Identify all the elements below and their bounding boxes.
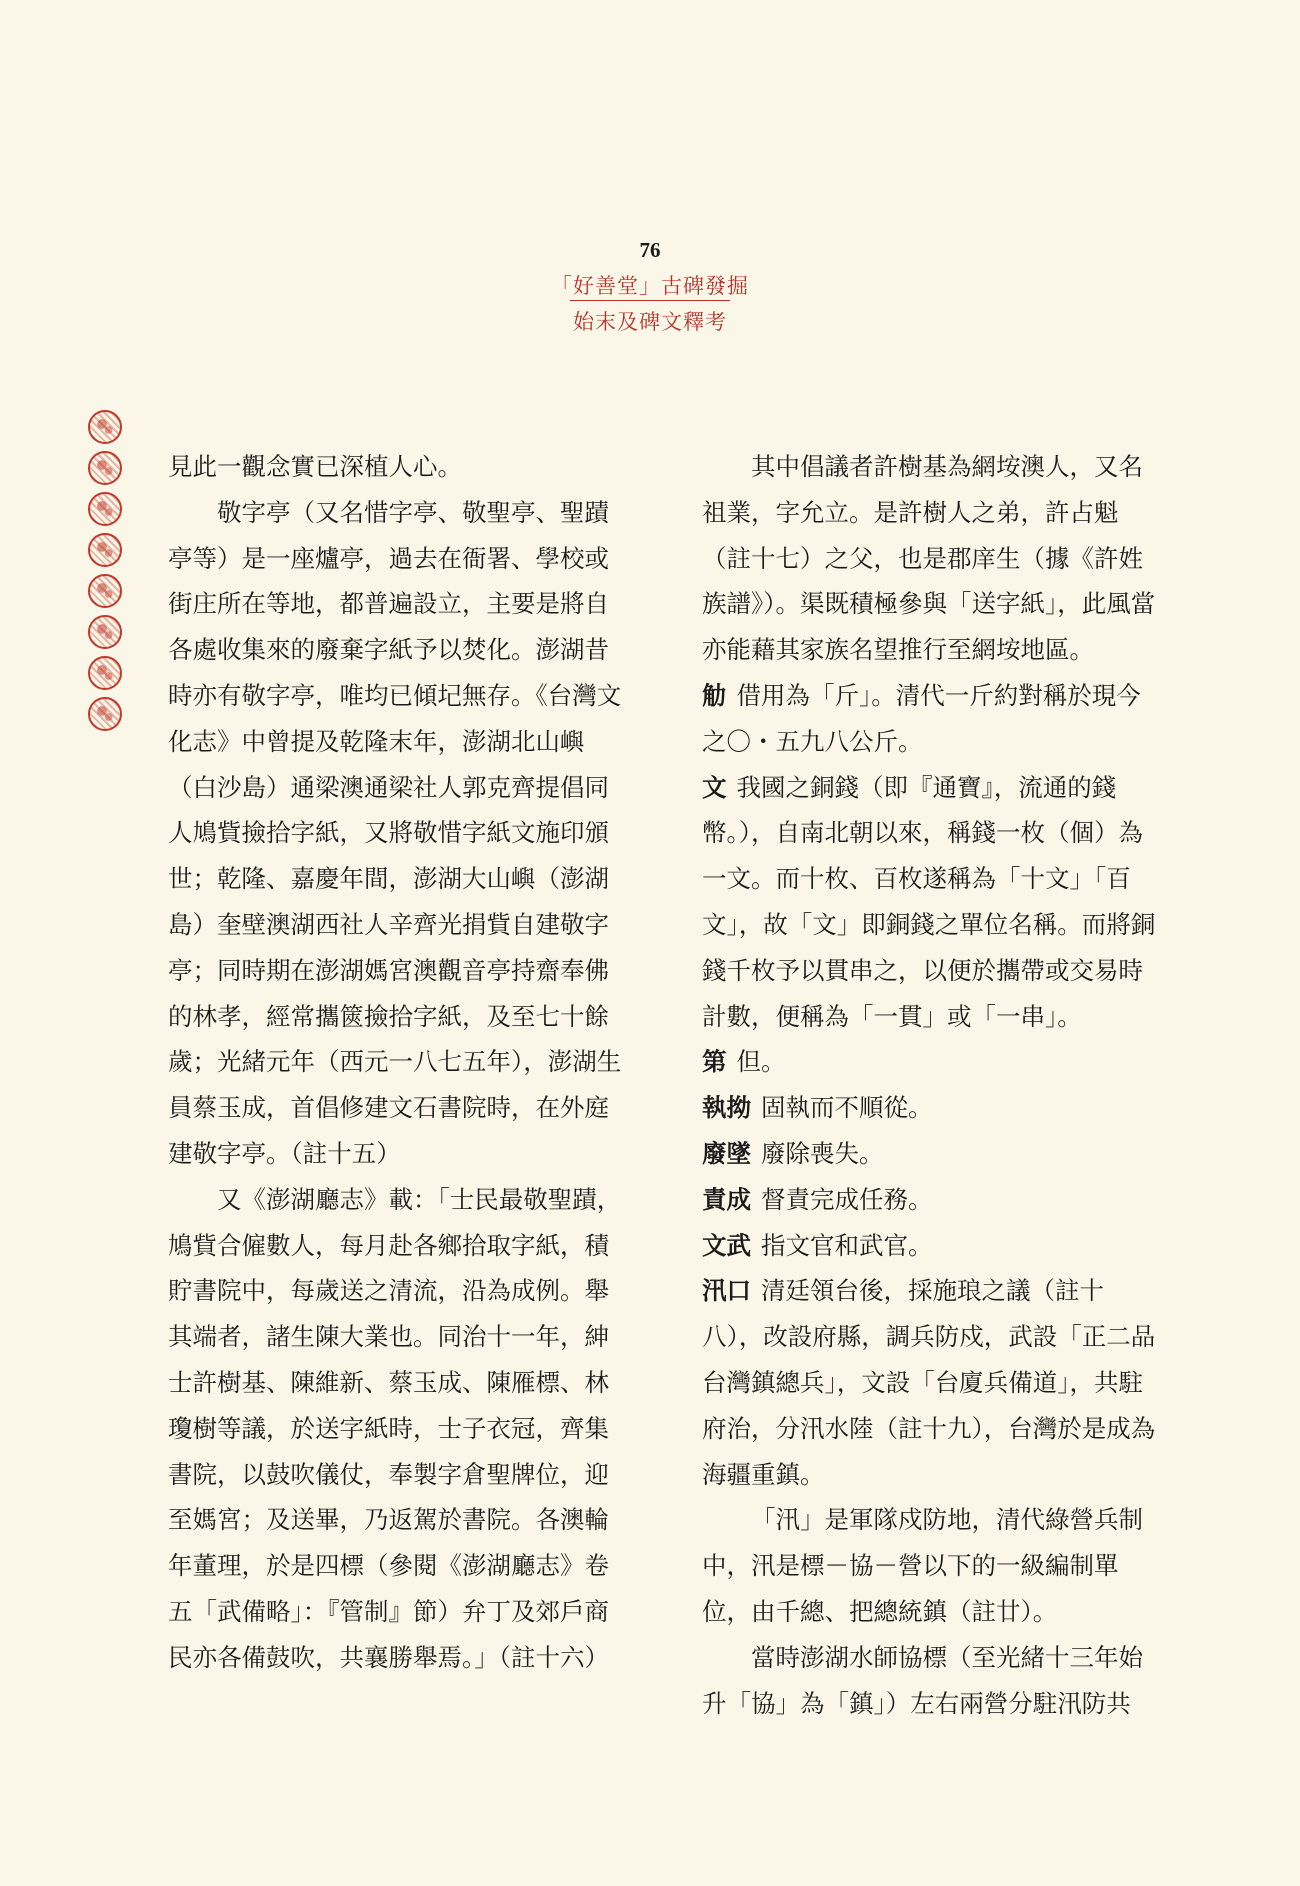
glossary-definition: 但。 <box>736 1047 786 1077</box>
glossary-term: 責成 <box>702 1184 751 1214</box>
glossary-definition: 借用為「斤」。清代一斤約對稱於現今之〇・五九八公斤。 <box>702 680 1141 756</box>
glossary-definition: 督責完成任務。 <box>761 1184 933 1214</box>
seal-stamp-icon <box>88 492 122 526</box>
glossary-entry <box>702 1039 1162 1085</box>
glossary-definition: 廢除喪失。 <box>761 1138 884 1168</box>
glossary-entry <box>702 1223 1162 1269</box>
page-number: 76 <box>639 238 661 262</box>
seal-stamp-icon <box>88 697 122 731</box>
seal-stamp-icon <box>88 410 122 444</box>
glossary-term: 執拗 <box>702 1093 751 1123</box>
seal-stamp-icon <box>88 574 122 608</box>
paragraph: 見此一觀念實已深植人心。 <box>168 452 462 481</box>
glossary-definition: 清廷領台後，採施琅之議（註十八），改設府縣，調兵防戍，武設「正二品台灣鎮總兵」，文設「台廈兵備道」，共駐府治，分汛水陸（註十九），台灣於是成為海疆重鎮。 <box>702 1276 1156 1489</box>
seal-column <box>88 410 128 738</box>
paragraph: 又《澎湖廳志》載：「士民最敬聖蹟，鳩貲合僱數人，每月赴各鄉拾取字紙，積貯書院中，每歲送之清流，沿為成例。舉其端者，諸生陳大業也。同治十一年，紳士許樹基、陳維新、蔡玉成、陳雁標、林瓊樹等議，於送字紙時，士子衣冠，齊集書院，以鼓吹儀仗，奉製字倉聖牌位，迎至媽宮；及送畢，乃返駕於書院。各澳輪年董理，於是四標（參閱《澎湖廳志》卷五「武備略」：『管制』節）弁丁及郊戶商民亦各備鼓吹，共襄勝舉焉。」（註十六） <box>168 1184 622 1672</box>
seal-stamp-icon <box>88 451 122 485</box>
glossary-entry <box>702 1268 1162 1497</box>
running-subtitle: 始末及碑文釋考 <box>573 310 727 334</box>
glossary-definition: 指文官和武官。 <box>761 1230 933 1260</box>
running-title: 「好善堂」古碑發掘 <box>551 274 749 298</box>
left-column <box>168 444 628 1681</box>
glossary-term: 第 <box>702 1047 727 1077</box>
seal-stamp-icon <box>88 656 122 690</box>
paragraph: 當時澎湖水師協標（至光緒十三年始升「協」為「鎮」）左右兩營分駐汛防共 <box>702 1642 1143 1718</box>
glossary-entry <box>702 673 1162 765</box>
glossary-entry <box>702 1131 1162 1177</box>
seal-stamp-icon <box>88 615 122 649</box>
glossary-term: 觔 <box>702 680 727 710</box>
paragraph: 「汛」是軍隊戍防地，清代綠營兵制中，汛是標－協－營以下的一級編制單位，由千總、把總統鎮（註廿）。 <box>702 1505 1143 1626</box>
glossary-term: 廢墜 <box>702 1138 751 1168</box>
glossary-definition: 我國之銅錢（即『通寶』，流通的錢幣。），自南北朝以來，稱錢一枚（個）為一文。而十枚、百枚遂稱為「十文」「百文」，故「文」即銅錢之單位名稱。而將銅錢千枚予以貫串之，以便於攜帶或交易時計數，便稱為「一貫」或「一串」。 <box>702 772 1156 1031</box>
glossary-definition: 固執而不順從。 <box>761 1093 933 1123</box>
seal-stamp-icon <box>88 533 122 567</box>
glossary-term: 文 <box>702 772 727 802</box>
paragraph: 敬字亭（又名惜字亭、敬聖亭、聖蹟亭等）是一座爐亭，過去在衙署、學校或街庄所在等地，都普遍設立，主要是將自各處收集來的廢棄字紙予以焚化。澎湖昔時亦有敬字亭，唯均已傾圮無存。《台灣文化志》中曾提及乾隆末年，澎湖北山嶼（白沙島）通梁澳通梁社人郭克齊提倡同人鳩貲撿拾字紙，又將敬惜字紙文施印頒世；乾隆、嘉慶年間，澎湖大山嶼（澎湖島）奎壁澳湖西社人辛齊光捐貲自建敬字亭；同時期在澎湖媽宮澳觀音亭持齋奉佛的林孝，經常攜篋撿拾字紙，及至七十餘歲；光緒元年（西元一八七五年），澎湖生員蔡玉成，首倡修建文石書院時，在外庭建敬字亭。（註十五） <box>168 497 622 1168</box>
paragraph: 其中倡議者許樹基為網垵澳人，又名祖業，字允立。是許樹人之弟，許占魁（註十七）之父，也是郡庠生（據《許姓族譜》）。渠既積極參與「送字紙」，此風當亦能藉其家族名望推行至網垵地區。 <box>702 452 1156 665</box>
glossary-term: 文武 <box>702 1230 751 1260</box>
glossary-entry <box>702 1177 1162 1223</box>
glossary-entry <box>702 765 1162 1040</box>
title-divider <box>570 300 730 301</box>
glossary-entry <box>702 1085 1162 1131</box>
glossary-term: 汛口 <box>702 1276 751 1306</box>
right-column <box>702 444 1162 1726</box>
